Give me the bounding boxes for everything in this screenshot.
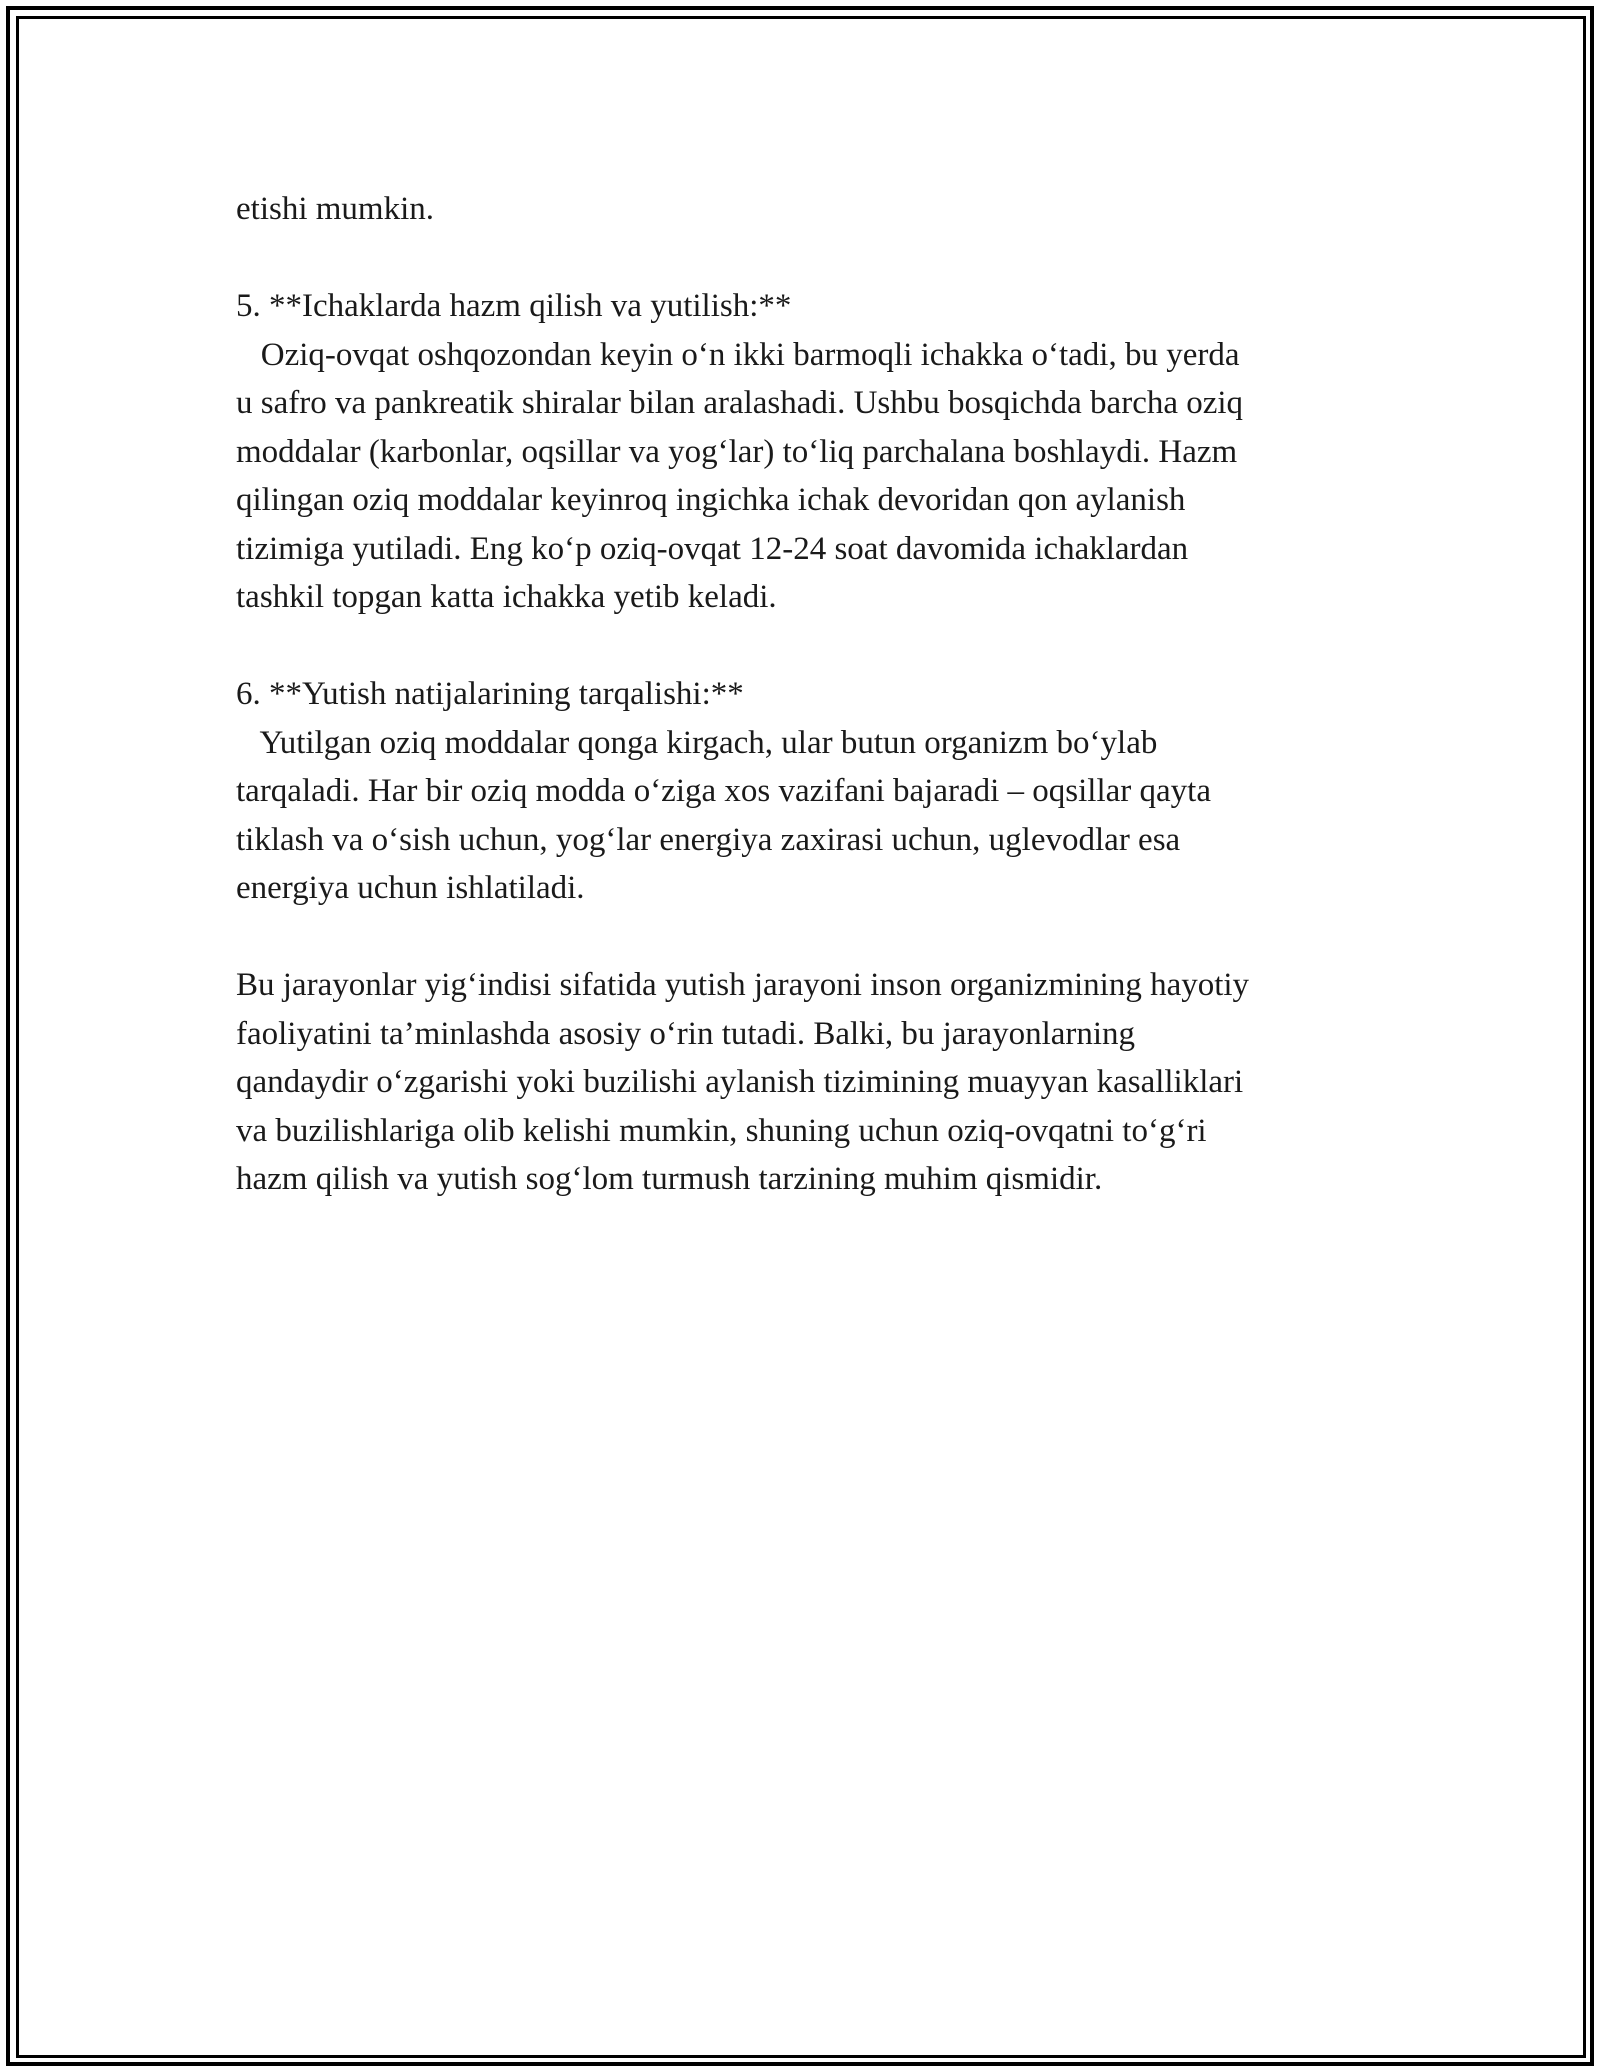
conclusion-line: hazm qilish va yutish sog‘lom turmush tarzining muhim qismidir. (236, 1161, 1103, 1197)
conclusion-line: Bu jarayonlar yig‘indisi sifatida yutish jarayoni inson organizmining hayotiy (236, 967, 1250, 1003)
section-5-line: moddalar (karbonlar, oqsillar va yog‘lar) to‘liq parchalana boshlaydi. Hazm (236, 433, 1238, 470)
section-6-line: Yutilgan oziq moddalar qonga kirgach, ular butun organizm bo‘ylab (236, 724, 1158, 761)
conclusion-line: va buzilishlariga olib kelishi mumkin, shuning uchun oziq-ovqatni to‘g‘ri (236, 1112, 1207, 1149)
section-5-line: tizimiga yutiladi. Eng ko‘p oziq-ovqat 12-24 soat davomida ichaklardan (236, 530, 1189, 567)
conclusion-line: faoliyatini ta’minlashda asosiy o‘rin tutadi. Balki, bu jarayonlarning (236, 1015, 1136, 1052)
conclusion-line: qandaydir o‘zgarishi yoki buzilishi aylanish tizimining muayyan kasalliklari (236, 1064, 1244, 1100)
section-5 (236, 282, 1376, 622)
section-6-line: tarqaladi. Har bir oziq modda o‘ziga xos vazifani bajaradi – oqsillar qayta (236, 773, 1211, 809)
section-6-line: tiklash va o‘sish uchun, yog‘lar energiya zaxirasi uchun, uglevodlar esa (236, 821, 1181, 858)
spacer (236, 234, 1376, 283)
section-5-line: qilingan oziq moddalar keyinroq ingichka ichak devoridan qon aylanish (236, 482, 1186, 518)
section-6 (236, 670, 1376, 913)
section-5-line: u safro va pankreatik shiralar bilan aralashadi. Ushbu bosqichda barcha oziq (236, 385, 1244, 421)
continuation-line: etishi mumkin. (236, 191, 434, 227)
section-5-heading: 5. **Ichaklarda hazm qilish va yutilish:** (236, 288, 792, 324)
spacer (236, 913, 1376, 962)
document-body (236, 185, 1376, 1204)
section-6-heading: 6. **Yutish natijalarining tarqalishi:** (236, 676, 744, 712)
conclusion-paragraph (236, 961, 1376, 1204)
spacer (236, 622, 1376, 671)
section-5-line: Oziq-ovqat oshqozondan keyin o‘n ikki barmoqli ichakka o‘tadi, bu yerda (236, 336, 1240, 373)
section-5-line: tashkil topgan katta ichakka yetib keladi. (236, 579, 777, 615)
section-6-line: energiya uchun ishlatiladi. (236, 870, 585, 906)
